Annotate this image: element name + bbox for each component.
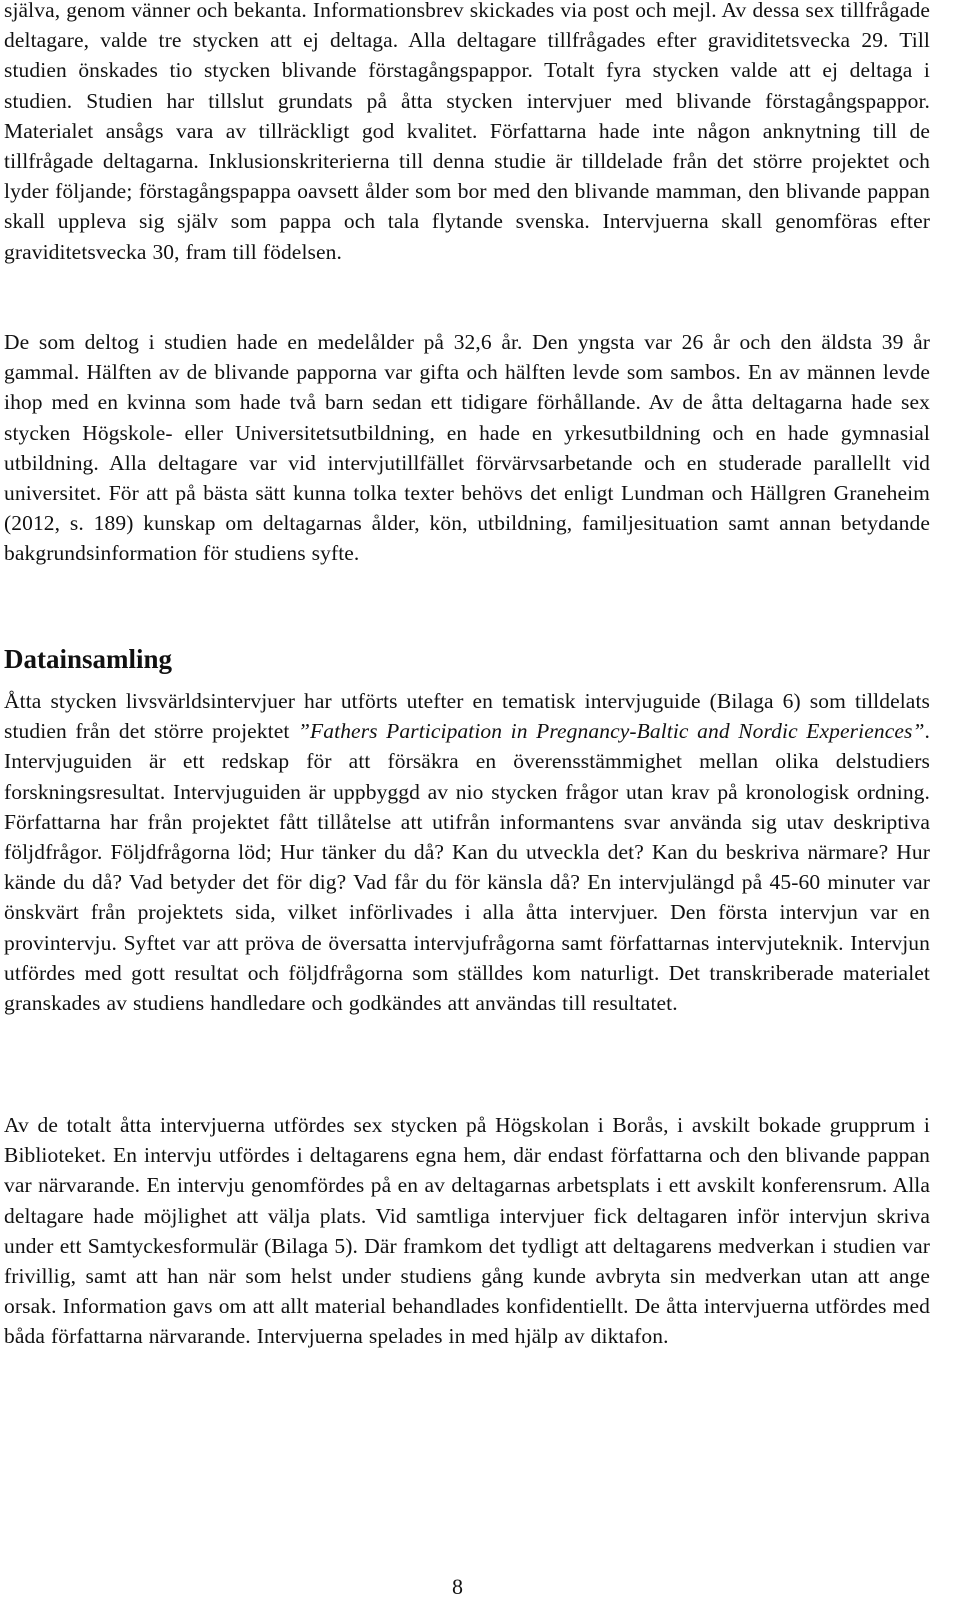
paragraph-participants-demographics: De som deltog i studien hade en medelålder på 32,6 år. Den yngsta var 26 år och den äldsta 39 år gammal. Hälften av de blivande papporna var gifta och hälften levde som sambos. En av männen levde ihop med en kvinna som hade två barn sedan ett tidigare förhållande. Av de åtta deltagarna hade sex stycken Högskole- eller Universitetsutbildning, en hade en yrkesutbildning och en hade gymnasial utbildning. Alla deltagare var vid intervjutillfället förvärvsarbetande och en studerade parallellt vid universitet. För att på bästa sätt kunna tolka texter behövs det enligt Lundman och Hällgren Graneheim (2012, s. 189) kunskap om deltagarnas ålder, kön, utbildning, familjesituation samt annan betydande bakgrundsinformation för studiens syfte. [4, 330, 930, 566]
paragraph-interview-locations: Av de totalt åtta intervjuerna utfördes sex stycken på Högskolan i Borås, i avskilt bokade grupprum i Biblioteket. En intervju utfördes i deltagarens egna hem, där endast författarna och den blivande pappan var närvarande. En intervju genomfördes på en av deltagarnas arbetsplats i ett avskilt konferensrum. Alla deltagare hade möjlighet att välja plats. Vid samtliga intervjuer fick deltagaren inför intervjun skriva under ett Samtyckesformulär (Bilaga 5). Där framkom det tydligt att deltagarens medverkan i studien var frivillig, samt att han när som helst under studiens gång kunde avbryta sin medverkan utan att ange orsak. Information gavs om att allt material behandlades konfidentiellt. De åtta intervjuerna utfördes med båda författarna närvarande. Intervjuerna spelades in med hjälp av diktafon. [4, 1113, 930, 1349]
paragraph-data-collection [4, 686, 930, 1018]
section-heading-datainsamling: Datainsamling [4, 644, 173, 674]
paragraph-text-end: . Intervjuguiden är ett redskap för att försäkra en överensstämmighet mellan olika delstudiers forskningsresultat. Intervjuguiden är uppbyggd av nio stycken frågor utan krav på kronologisk ordning. Författarna har från projektet fått tillåtelse att utifrån informantens svar använda sig utav deskriptiva följdfrågor. Följdfrågorna löd; Hur tänker du då? Kan du utveckla det? Kan du beskriva närmare? Hur kände du då? Vad betyder det för dig? Vad får du för känsla då? En intervjulängd på 45-60 minuter var önskvärt från projektets sida, vilket införlivades i alla åtta intervjuer. Den första intervjun var en provintervju. Syftet var att pröva de översatta intervjufrågorna samt författarnas intervjuteknik. Intervjun utfördes med gott resultat och följdfrågorna som ställdes kom naturligt. Det transkriberade materialet granskades av studiens handledare och godkändes att användas till resultatet. [4, 719, 930, 1016]
page-number: 8 [452, 1574, 463, 1599]
paragraph-text-start: Åtta stycken livsvärldsintervjuer har utförts utefter en tematisk intervjuguide (Bilaga 6) som tilldelats studien från det större projektet [4, 689, 930, 744]
project-title-italic: ”Fathers Participation in Pregnancy-Baltic and Nordic Experiences” [297, 719, 925, 744]
paragraph-participants-recruitment: själva, genom vänner och bekanta. Informationsbrev skickades via post och mejl. Av dessa sex tillfrågade deltagare, valde tre stycken att ej deltaga. Alla deltagare tillfrågades efter graviditetsvecka 29. Till studien önskades tio stycken blivande förstagångspappor. Totalt fyra stycken valde att ej deltaga i studien. Studien har tillslut grundats på åtta stycken intervjuer med blivande förstagångspappor. Materialet ansågs vara av tillräckligt god kvalitet. Författarna hade inte någon anknytning till de tillfrågade deltagarna. Inklusionskriterierna till denna studie är tilldelade från det större projektet och lyder följande; förstagångspappa oavsett ålder som bor med den blivande mamman, den blivande pappan skall uppleva sig själv som pappa och tala flytande svenska. Intervjuerna skall genomföras efter graviditetsvecka 30, fram till födelsen. [4, 0, 930, 264]
